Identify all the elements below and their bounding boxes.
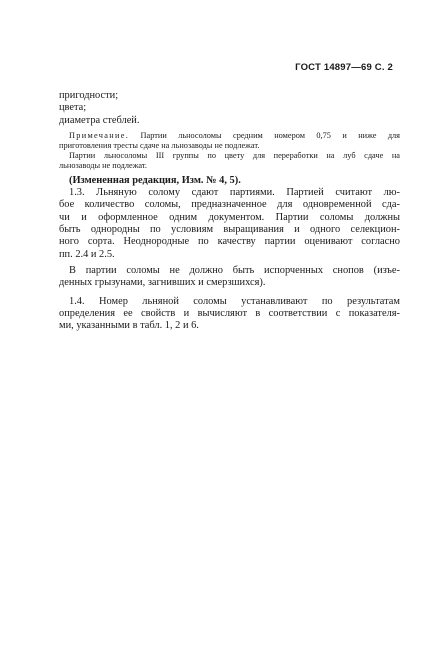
paragraph-line: определения ее свойств и вычисляют в соответствии с показателя-	[59, 307, 400, 319]
page-content	[59, 90, 400, 332]
note-line	[59, 131, 400, 141]
paragraph-line: денных грызунами, загнивших и смерзшихся).	[59, 277, 266, 289]
paragraph-line: 1.3. Льняную солому сдают партиями. Партией считают лю-	[69, 187, 400, 199]
list-item: пригодности;	[59, 90, 119, 101]
paragraph-1-4	[59, 296, 400, 333]
paragraph-line: чи и оформленное одним документом. Партии соломы должны	[59, 211, 400, 223]
paragraph-line: В партии соломы не должно быть испорченных снопов (изъе-	[69, 264, 400, 276]
paragraph-line: 1.4. Номер льняной соломы устанавливают по результатам	[69, 295, 400, 307]
note-line: льнозаводы не подлежат.	[59, 160, 147, 170]
paragraph-1-3	[59, 187, 400, 261]
list-item: диаметра стеблей.	[59, 114, 140, 126]
note-label: Примечание.	[69, 130, 130, 140]
paragraph-line: пп. 2.4 и 2.5.	[59, 248, 115, 260]
paragraph-line: ного сорта. Неоднородные по качеству партии оценивают согласно	[59, 236, 400, 248]
note	[59, 131, 400, 171]
paragraph-batch	[59, 265, 400, 290]
paragraph-line: ми, указанными в табл. 1, 2 и 6.	[59, 320, 199, 332]
note-line: Партии льносоломы III группы по цвету для переработки на луб сдаче на	[69, 150, 400, 160]
note-text: Партии льносоломы средним номером 0,75 и ниже для	[129, 130, 400, 140]
page-header: ГОСТ 14897—69 С. 2	[295, 62, 393, 73]
note-line: приготовления тресты сдаче на льнозаводы не подлежат.	[59, 140, 260, 150]
paragraph-line: бое количество соломы, предназначенное для одновременной сда-	[59, 199, 400, 211]
list-item: цвета;	[59, 102, 87, 114]
revision-note: (Измененная редакция, Изм. № 4, 5).	[69, 174, 241, 186]
paragraph-line: быть однородны по условиям выращивания и одного селекцион-	[59, 224, 400, 236]
